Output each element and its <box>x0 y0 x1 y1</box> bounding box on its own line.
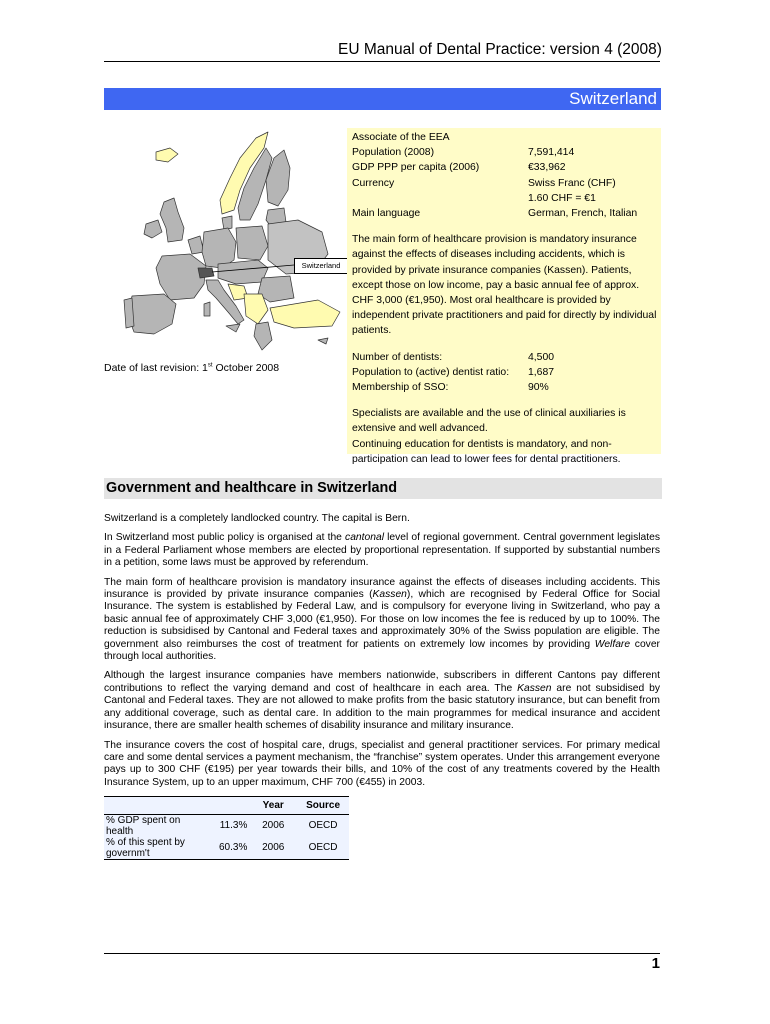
fact-value: 4,500 <box>528 351 555 363</box>
poland-shape <box>236 226 268 260</box>
text-run: cover through local authorities. <box>104 638 660 663</box>
table-cell-year: 2006 <box>262 820 285 831</box>
country-name: Switzerland <box>569 89 657 108</box>
page-number: 1 <box>651 955 660 972</box>
emphasis: cantonal <box>345 532 384 544</box>
fact-row-dentists <box>352 350 661 365</box>
central-europe-shape <box>218 260 268 284</box>
text-run: In Switzerland most public policy is organised at the <box>104 532 346 544</box>
table-header-blank <box>104 797 203 815</box>
europe-map-graphic <box>118 128 348 358</box>
emphasis: Kassen <box>517 682 552 694</box>
fact-key: GDP PPP per capita (2006) <box>352 162 480 174</box>
fact-row-language <box>352 206 661 221</box>
table-header-source: Source <box>306 799 341 811</box>
fact-value: 1,687 <box>528 366 555 378</box>
fact-row-sso-membership <box>352 380 661 395</box>
paragraph-insurance <box>104 577 660 664</box>
country-banner <box>104 88 661 110</box>
fact-key: Number of dentists: <box>352 351 443 363</box>
spain-shape <box>128 294 176 334</box>
text-run: The main form of healthcare provision is mandatory insurance against the effects of diseases including accidents. This insurance is provided by private insurance companies ( <box>104 576 660 601</box>
fact-key: Main language <box>352 208 421 220</box>
revision-prefix: Date of last revision: 1 <box>104 362 208 374</box>
header-rule <box>104 61 660 62</box>
country-factbox <box>347 128 661 465</box>
sicily-shape <box>226 324 240 332</box>
germany-shape <box>202 228 236 268</box>
text-run: level of regional government. Central government legislates in a Federal Parliament whose members are elected by proportional representation. If supported by substantial numbers in a petition, some laws must be approved by referendum. <box>104 532 660 569</box>
fact-row-gdp <box>352 160 661 175</box>
table-cell-source: OECD <box>308 820 338 831</box>
text-run: Although the largest insurance companies have members nationwide, subscribers in different Cantons pay different contributions to reflect the varying demand and cost of healthcare in each area. The <box>104 670 660 694</box>
table-cell-year: 2006 <box>262 842 285 853</box>
ireland-shape <box>144 220 162 238</box>
paragraph-cantons <box>104 670 660 732</box>
revision-suffix: October 2008 <box>212 362 280 374</box>
table-header-year: Year <box>262 799 284 811</box>
revision-sup: st <box>207 362 213 369</box>
fact-key: Population (2008) <box>352 147 435 159</box>
table-cell-source: OECD <box>308 842 338 853</box>
footer-rule <box>104 953 660 954</box>
fact-value: German, French, Italian <box>528 208 638 220</box>
cyprus-shape <box>318 338 328 344</box>
healthcare-summary: The main form of healthcare provision is mandatory insurance against the effects of diseases including accidents, which is provided by private insurance companies (Kassen). Patients, except those on low income, pay a basic annual fee of approx. CHF 3,000 (€1,950). Most oral healthcare is provided by independent private practitioners and paid for directly by individual patients. <box>352 234 657 337</box>
table-header-blank <box>203 797 249 815</box>
paragraph-government <box>104 532 660 569</box>
fact-value: 1.60 CHF = €1 <box>528 192 596 204</box>
fact-key: Membership of SSO: <box>352 382 449 394</box>
table-header-row <box>104 797 349 815</box>
switzerland-shape <box>198 268 214 278</box>
fact-key <box>352 191 528 206</box>
section-heading: Government and healthcare in Switzerland <box>104 478 662 499</box>
portugal-shape <box>124 298 134 328</box>
specialists-summary: Specialists are available and the use of clinical auxiliaries is extensive and well advanced. <box>352 408 626 435</box>
france-shape <box>156 254 206 300</box>
europe-map <box>118 128 348 358</box>
table-row <box>104 837 349 860</box>
turkey-shape <box>270 300 340 328</box>
revision-date <box>104 362 279 374</box>
fact-row-exchange-rate <box>352 191 661 206</box>
table-row <box>104 814 349 837</box>
fact-row-dentist-ratio <box>352 365 661 380</box>
text-run: ), which are recognised by Federal Office for Social Insurance. The system is established by Federal Law, and is compulsory for everyone living in Switzerland, who pay a basic annual fee of approximately CHF 3,000 (€1,950). For those on low incomes the fee is reduced by up to 100%. The reduction is subsidised by Cantonal and Federal taxes and approximately 30% of the Swiss population are eligible. The government also reimburses the cost of treatment for patients on extremely low incomes by providing <box>104 589 660 650</box>
benelux-shape <box>188 236 204 254</box>
fact-value: Swiss Franc (CHF) <box>528 177 616 189</box>
text-run: are not subsidised by Cantonal and Federal taxes. They are not allowed to make profits from the basic statutory insurance, but can benefit from any additional coverage, such as dental care. In addition to the main programmes for medical insurance and accident insurance, there are smaller health schemes of disability insurance and military insurance. <box>104 682 661 732</box>
body-text <box>104 513 660 796</box>
emphasis: Welfare <box>594 638 631 650</box>
fact-row-population <box>352 145 661 160</box>
table-cell-value: 11.3% <box>219 820 248 831</box>
fact-key: Currency <box>352 177 395 189</box>
sardinia-shape <box>204 302 210 316</box>
table-cell-label: % GDP spent on health <box>106 814 181 837</box>
fact-row-currency <box>352 176 661 191</box>
health-spending-table <box>104 796 349 860</box>
paragraph-geography: Switzerland is a completely landlocked country. The capital is Bern. <box>104 513 410 524</box>
education-summary: Continuing education for dentists is mandatory, and non-participation can lead to lower fees for dental practitioners. <box>352 438 621 465</box>
fact-key: Population to (active) dentist ratio: <box>352 366 510 378</box>
membership-status: Associate of the EEA <box>352 132 450 143</box>
paragraph-coverage: The insurance covers the cost of hospital care, drugs, specialist and general practitioner services. For primary medical care and some dental services a payment mechanism, the “franchise” system operates. Under this arrangement everyone pays up to 300 CHF (€195) per year towards their bills, and 10% of the cost of any treatments covered by the Health Insurance System, up to an upper maximum, CHF 700 (€455) in 2003. <box>104 739 660 788</box>
map-callout-switzerland: Switzerland <box>294 258 348 274</box>
table-cell-value: 60.3% <box>218 842 248 853</box>
greece-shape <box>254 322 272 350</box>
emphasis: Kassen <box>372 589 407 601</box>
fact-value: 7,591,414 <box>528 147 575 159</box>
fact-value: 90% <box>528 382 549 394</box>
table-cell-label: % of this spent by governm't <box>106 836 185 859</box>
document-header-title: EU Manual of Dental Practice: version 4 (2008) <box>338 41 662 58</box>
fact-value: €33,962 <box>528 162 566 174</box>
uk-shape <box>160 198 184 242</box>
iceland-shape <box>156 148 178 162</box>
